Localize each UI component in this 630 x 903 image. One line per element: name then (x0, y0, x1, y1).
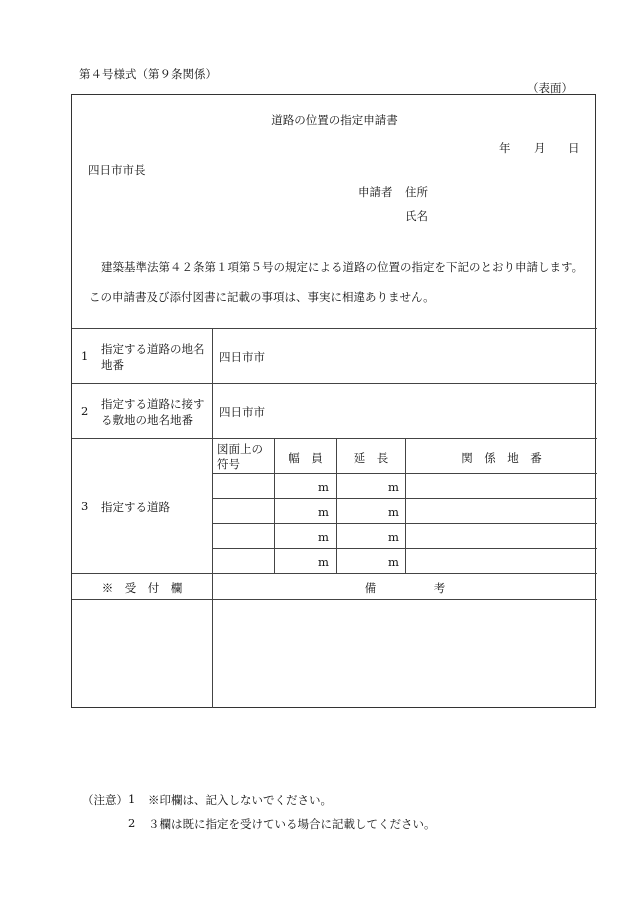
rule-label-column (212, 328, 213, 708)
unit-width-1: m (318, 480, 329, 494)
form-title: 道路の位置の指定申請書 (271, 113, 398, 127)
side-label: （表面） (527, 81, 573, 95)
remarks-header: 備 考 (364, 581, 446, 595)
unit-length-2: m (388, 505, 399, 519)
applicant-address-label: 住所 (405, 185, 428, 199)
row3-number: 3 (81, 499, 89, 513)
date-day: 日 (568, 141, 580, 155)
unit-width-4: m (318, 555, 329, 569)
applicant-label: 申請者 (358, 185, 393, 199)
form-code: 第４号様式（第９条関係） (79, 67, 217, 81)
rule-row1-top (72, 328, 597, 329)
rule-bottom-header-bottom (72, 599, 597, 600)
applicant-name-label: 氏名 (405, 209, 428, 223)
unit-length-1: m (388, 480, 399, 494)
row3-label: 指定する道路 (101, 500, 170, 514)
row1-label-line1: 指定する道路の地名 (101, 342, 205, 356)
row2-label-line1: 指定する道路に接す (101, 397, 205, 411)
unit-length-3: m (388, 530, 399, 544)
col-width-header: 幅 員 (288, 451, 323, 465)
note-1-number: 1 (128, 792, 136, 806)
application-form (71, 94, 596, 708)
note-2-text: ３欄は既に指定を受けている場合に記載してください。 (148, 817, 436, 831)
col-symbol-line1: 図面上の (217, 442, 263, 456)
unit-length-4: m (388, 555, 399, 569)
addressee: 四日市市長 (88, 163, 146, 177)
note-2-number: 2 (128, 816, 136, 830)
date-month: 月 (534, 141, 546, 155)
row1-value: 四日市市 (219, 350, 265, 364)
row2-label-line2: る敷地の地名地番 (101, 413, 193, 427)
row1-label-line2: 地番 (101, 358, 124, 372)
application-statement: 建築基準法第４２条第１項第５号の規定による道路の位置の指定を下記のとおり申請します。 (101, 260, 584, 274)
rule-row2-top (72, 383, 597, 384)
row2-value: 四日市市 (219, 405, 265, 419)
note-1-text: ※印欄は、記入しないでください。 (148, 793, 332, 807)
row1-number: 1 (81, 349, 89, 363)
date-year: 年 (499, 141, 511, 155)
unit-width-2: m (318, 505, 329, 519)
row2-number: 2 (81, 404, 89, 418)
unit-width-3: m (318, 530, 329, 544)
notes-label: （注意） (82, 793, 128, 807)
declaration-statement: この申請書及び添付図書に記載の事項は、事実に相違ありません。 (89, 290, 435, 304)
col-symbol-line2: 符号 (217, 457, 240, 471)
col-lots-header: 関 係 地 番 (461, 451, 542, 465)
reception-header: ※ 受 付 欄 (101, 581, 183, 595)
col-length-header: 延 長 (353, 451, 389, 465)
rule-bottom-header-top (72, 573, 597, 574)
rule-row3-top (72, 438, 597, 439)
